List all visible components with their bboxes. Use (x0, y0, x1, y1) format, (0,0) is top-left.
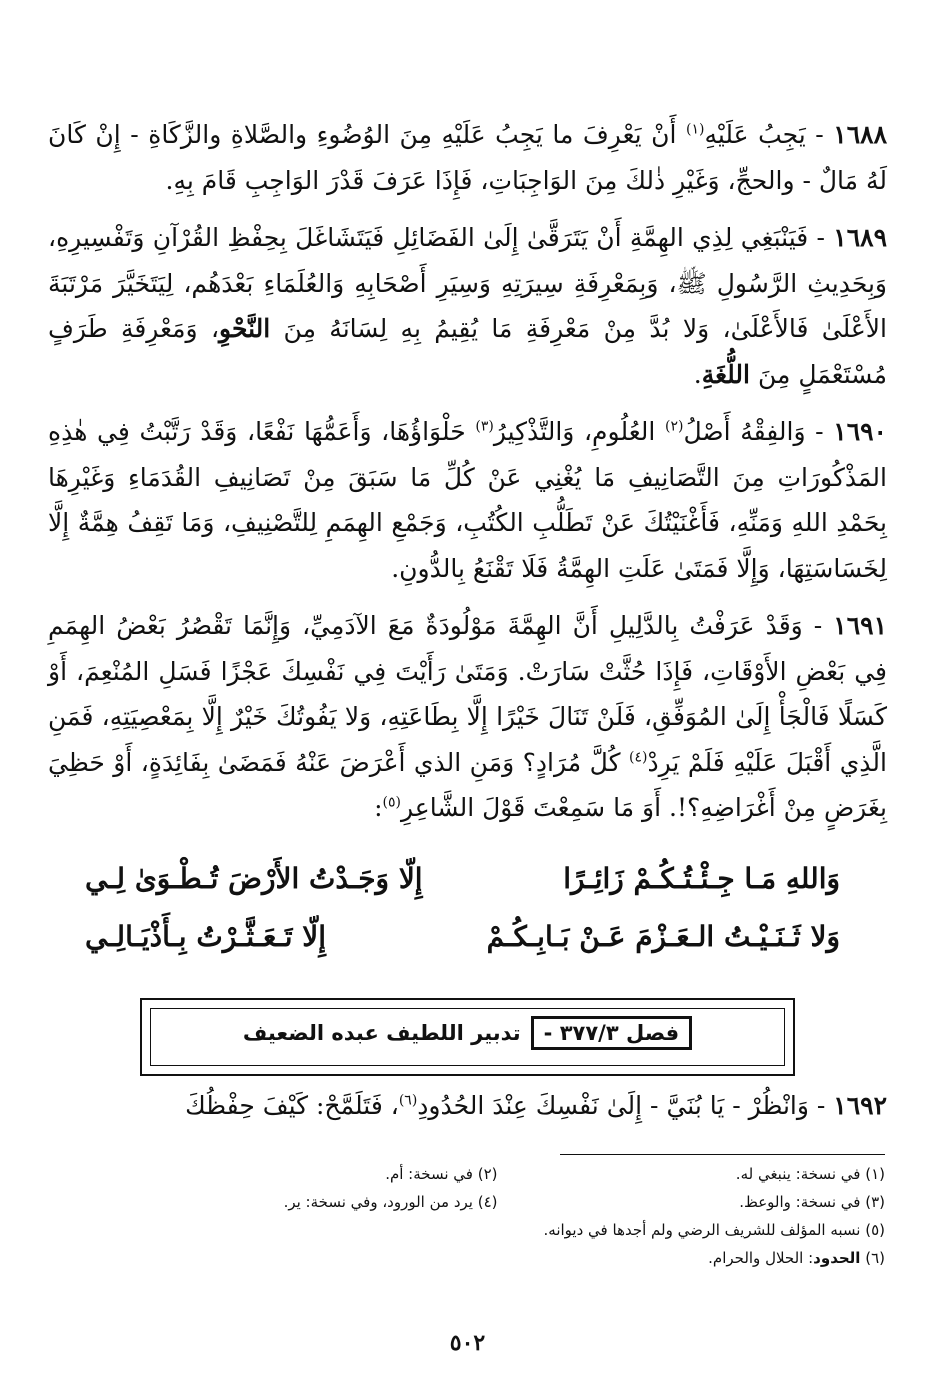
footnote-3: (٣) في نسخة: والوعظ. (739, 1193, 885, 1211)
paragraph-text: العُلُومِ، وَالتَّذْكِيرُ (493, 417, 665, 446)
paragraph-text: - يَجِبُ عَلَيْهِ (704, 120, 834, 149)
paragraph-text: ، وَمَعْرِفَةِ طَرَفٍ مُسْتَعْمَلٍ مِنَ (48, 314, 887, 389)
paragraph-text: حَلْوَاؤُهَا، وَأَعَمُّهَا نَفْعًا، وَقَدْ رَتَّبْتُ فِي هٰذِهِ المَذْكُورَاتِ مِنَ التَّصَانِيفِ مَا يُغْنِي عَنْ كُلِّ مَا سَبَقَ مِنْ تَصَانِيفِ القُدَمَاءِ وَغَيْرِهَا بِحَمْدِ اللهِ وَمَنِّهِ، فَأَغْنَيْتُكَ عَنْ تَطَلُّبِ الكُتُبِ، وَجَمْعِ الهِمَمِ لِلتَّصْنِيفِ، وَمَا تَقِفُ هِمَّةٌ إِلَّا لِخَسَاسَتِهَا، وَإِلَّا فَمَتَىٰ عَلَتِ الهِمَّةُ فَلَا تَقْنَعُ بِالدُّونِ. (48, 417, 887, 583)
bold-term: اللُّغَةِ (701, 359, 750, 389)
paragraph-number: ١٦٩١ (833, 611, 887, 640)
footnote-term: الحدود (813, 1249, 861, 1267)
paragraph-1691 (48, 603, 887, 831)
paragraph-text: - وَالفِقْهُ أَصْلُ (683, 417, 834, 446)
section-number: ٣٧٧/٣ - (543, 1021, 619, 1045)
section-label: فصل (625, 1021, 680, 1045)
footnote-number: (٦) (860, 1249, 885, 1267)
footnote-row (110, 1188, 885, 1216)
section-heading (142, 1016, 793, 1050)
paragraph-1689 (48, 215, 887, 397)
section-label-box (531, 1016, 692, 1050)
paragraph-1690 (48, 409, 887, 591)
poem-verse-2 (85, 920, 840, 953)
paragraph-text: . (693, 359, 702, 389)
section-title: تدبير اللطيف عبده الضعيف (242, 1021, 521, 1045)
footnote-6 (110, 1244, 885, 1272)
footnote-row (110, 1160, 885, 1188)
paragraph-1688 (48, 112, 887, 203)
paragraph-number: ١٦٨٩ (833, 223, 887, 252)
footnote-4: (٤) يرد من الورود، وفي نسخة: ير. (283, 1193, 498, 1211)
footnote-text: : الحلال والحرام. (708, 1249, 814, 1267)
section-heading-box (140, 998, 795, 1076)
paragraph-number: ١٦٨٨ (833, 120, 887, 149)
paragraph-number: ١٦٩٢ (833, 1091, 887, 1120)
footnote-ref: (١) (685, 121, 705, 138)
verse-first-hemistich: وَاللهِ مَـا جِـئْـتُـكُـمْ زَائِـرًا (563, 862, 840, 895)
footnote-ref: (٥) (382, 794, 401, 811)
paragraph-text: - وَقَدْ عَرَفْتُ بِالدَّلِيلِ أَنَّ الهِمَّةَ مَوْلُودَةٌ مَعَ الآدَمِيِّ، وَإِنَّمَا تَقْصُرُ بَعْضُ الهِمَمِ فِي بَعْضِ الأَوْقَاتِ، فَإِذَا حُثَّتْ سَارَتْ. وَمَتَىٰ رَأَيْتَ فِي نَفْسِكَ عَجْزًا فَسَلِ المُنْعِمَ، أَوْ كَسَلًا فَالْجَأْ إِلَىٰ المُوَفِّقِ، فَلَنْ تَنَالَ خَيْرًا إِلَّا بِطَاعَتِهِ، وَلا يَفُوتُكَ خَيْرٌ إِلَّا بِمَعْصِيَتِهِ، فَمَنِ الَّذِي أَقْبَلَ عَلَيْهِ فَلَمْ يَرِدْ (48, 611, 887, 777)
footnote-divider (560, 1154, 885, 1155)
footnote-ref: (٦) (398, 1092, 418, 1109)
paragraph-number: ١٦٩٠ (833, 417, 887, 446)
paragraph-text: - فَيَنْبَغِي لِذِي الهِمَّةِ أَنْ يَتَرَقَّىٰ إِلَىٰ الفَضَائِلِ فَيَتَشَاغَلَ بِحِفْظِ القُرْآنِ وَتَفْسِيرِهِ، وَبِحَدِيثِ الرَّسُولِ ﷺ، وَبِمَعْرِفَةِ سِيرَتِهِ وَسِيَرِ أَصْحَابِهِ وَالعُلَمَاءِ بَعْدَهُم، لِيَتَخَيَّرَ مَرْتَبَةَ الأَعْلَىٰ فَالأَعْلَىٰ، وَلا بُدَّ مِنْ مَعْرِفَةِ مَا يُقِيمُ بِهِ لِسَانَهُ مِنَ (48, 223, 887, 343)
verse-second-hemistich: إِلّا وَجَـدْتُ الأَرْضَ تُـطْـوَىٰ لِـي (85, 862, 423, 895)
poem-verse-1 (85, 862, 840, 895)
page-number: ٥٠٢ (449, 1330, 486, 1356)
paragraph-text: ، فَتَلَمَّحْ: كَيْفَ حِفْظُكَ (185, 1091, 399, 1120)
footnote-ref: (٤) (629, 749, 648, 766)
bold-term: النَّحْوِ (219, 314, 271, 343)
paragraph-text: - وَانْظُرْ - يَا بُنَيَّ - إِلَىٰ نَفْسِكَ عِنْدَ الحُدُودِ (417, 1091, 834, 1120)
paragraph-text: كُلَّ مُرَادٍ؟ وَمَنِ الذي أَعْرَضَ عَنْهُ فَمَضَىٰ بِفَائِدَةٍ، أَوْ حَظِيَ بِغَرَضٍ مِنْ أَغْرَاضِهِ؟!. أَوَ مَا سَمِعْتَ قَوْلَ الشَّاعِرِ (48, 747, 887, 822)
footnote-ref: (٣) (475, 418, 494, 435)
paragraph-1692 (48, 1083, 887, 1128)
footnotes (110, 1160, 885, 1272)
footnote-2: (٢) في نسخة: أم. (385, 1165, 498, 1183)
main-text (48, 112, 887, 843)
verse-first-hemistich: وَلا ثَـنَـيْـتُ الـعَـزْمَ عَـنْ بَـابِـكُـمْ (486, 920, 840, 953)
footnote-5: (٥) نسبه المؤلف للشريف الرضي ولم أجدها في ديوانه. (543, 1221, 885, 1239)
footnote-1: (١) في نسخة: ينبغي له. (735, 1165, 885, 1183)
verse-second-hemistich: إِلّا تَـعَـثَّـرْتُ بِـأَذْيَـالِـي (85, 920, 327, 953)
paragraph-text: : (374, 793, 383, 822)
footnote-ref: (٢) (665, 418, 684, 435)
paragraph-text: أَنْ يَعْرِفَ ما يَجِبُ عَلَيْهِ مِنَ الوُضُوءِ والصَّلاةِ والزَّكَاةِ - إِنْ كَانَ لَهُ مَالٌ - والحجِّ، وَغَيْرِ ذٰلكَ مِنَ الوَاجِبَاتِ، فَإِذَا عَرَفَ قَدْرَ الوَاجِبِ قَامَ بِهِ. (48, 120, 887, 195)
